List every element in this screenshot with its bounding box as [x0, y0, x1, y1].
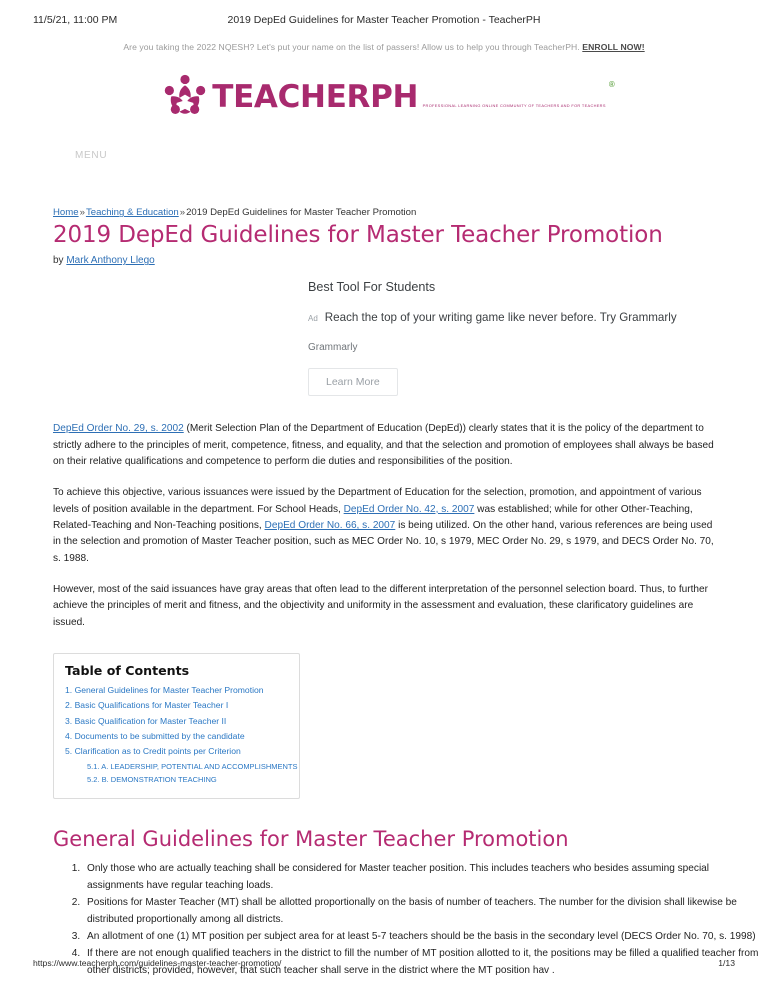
toc-item-number: 1. [65, 685, 73, 696]
paragraph-2-text-c: is being utilized. On the other hand, various references are being used in the selection and promotion of Master Teacher position, such as MEC Order No. 10, s 1979, MEC Order No. 29, s 1979, and DECS Order No. 70, s. 1988. [53, 520, 714, 564]
breadcrumb-category-link[interactable]: Teaching & Education [85, 207, 179, 219]
section-heading-general-guidelines: General Guidelines for Master Teacher Promotion [53, 827, 569, 852]
print-source-url: https://www.teacherph.com/guidelines-master-teacher-promotion/ [33, 958, 282, 968]
toc-item-number: 3. [65, 715, 73, 726]
print-timestamp: 11/5/21, 11:00 PM [33, 14, 118, 26]
byline-prefix: by [53, 255, 64, 267]
logo-wordmark: TEACHERPH [212, 78, 419, 115]
paragraph-2-text-a: To achieve this objective, various issuances were issued by the Department of Education for the selection, promotion, and appointment of various levels of position available in the department. For School Heads, [53, 487, 702, 515]
article [0, 207, 768, 979]
paragraph-3: However, most of the said issuances have gray areas that often lead to the different interpretation of the personnel selection board. Thus, to further achieve the principles of merit and fitness, and the objectivity and uniformity in the assessment and evaluation, these clarificatory guidelines are issued. [53, 584, 708, 628]
ad-description-row [308, 311, 716, 324]
deped-order-66-link[interactable]: DepEd Order No. 66, s. 2007 [264, 520, 396, 532]
ad-learn-more-button[interactable]: Learn More [308, 368, 398, 396]
announcement-text: Are you taking the 2022 NQESH? Let's put your name on the list of passers! Allow us to help you through TeacherPH. [123, 42, 583, 52]
paragraph-1 [53, 421, 716, 470]
toc-item[interactable] [65, 683, 288, 698]
toc-subitem-label[interactable]: A. LEADERSHIP, POTENTIAL AND ACCOMPLISHMENTS [101, 761, 298, 771]
toc-item-label[interactable]: Basic Qualifications for Master Teacher I [74, 700, 229, 711]
breadcrumb-home-link[interactable]: Home [53, 207, 79, 219]
print-footer [0, 958, 768, 972]
toc-item[interactable] [65, 698, 288, 713]
ad-badge: Ad [308, 314, 318, 324]
announcement-bar [0, 36, 768, 53]
page-content [0, 36, 768, 980]
toc-item-label[interactable]: Documents to be submitted by the candidate [74, 731, 245, 741]
list-item: 4. If there are not enough qualified teachers in the district to fill the number of MT position allotted to it, the positions may be filled a qualified teacher from other districts; provided, however, that such teacher shall serve in the district where the MT position hav . [83, 946, 765, 979]
toc-item[interactable] [65, 729, 288, 744]
breadcrumb-current: 2019 DepEd Guidelines for Master Teacher Promotion [186, 207, 417, 219]
deped-order-42-link[interactable]: DepEd Order No. 42, s. 2007 [343, 503, 475, 515]
paragraph-2-text-b: was established; while for other Other-Teaching, Related-Teaching and Non-Teaching positions, [53, 503, 693, 532]
list-item: 3. An allotment of one (1) MT position per subject area for at least 5-7 teachers should be the basis in the secondary level (DECS Order No. 70, s. 1998) [83, 929, 765, 945]
toc-item-label[interactable]: Basic Qualification for Master Teacher II [74, 715, 227, 726]
teacherph-people-circle-icon [162, 73, 208, 119]
author-link[interactable]: Mark Anthony Llego [66, 255, 155, 267]
print-page-number: 1/13 [718, 958, 735, 968]
toc-item-number: 2. [65, 700, 73, 711]
page-title: 2019 DepEd Guidelines for Master Teacher Promotion [53, 222, 663, 249]
byline [53, 255, 716, 266]
advertisement[interactable] [53, 280, 716, 396]
paragraph-2 [53, 485, 716, 567]
nav-menu[interactable] [0, 145, 768, 163]
menu-toggle-label[interactable]: MENU [75, 150, 108, 162]
toc-subitem-label[interactable]: B. DEMONSTRATION TEACHING [101, 775, 217, 785]
article-body [53, 421, 716, 631]
toc-subitem-number: 5.2. [87, 775, 100, 785]
toc-item-number: 4. [65, 731, 73, 741]
toc-item[interactable] [65, 714, 288, 729]
toc-subitem[interactable] [65, 773, 288, 787]
toc-subitem[interactable] [65, 760, 298, 774]
logo-tagline: PROFESSIONAL LEARNING ONLINE COMMUNITY OF TEACHERS AND FOR TEACHERS [422, 102, 606, 108]
list-item: 2. Positions for Master Teacher (MT) shall be allotted proportionally on the basis of number of teachers. The number for the division shall likewise be distributed proportionally among all districts. [83, 895, 765, 928]
list-item: 1. Only those who are actually teaching shall be considered for Master teacher position. This includes teachers who besides assuming special assignments have regular teaching loads. [83, 861, 765, 894]
breadcrumb [53, 207, 716, 220]
print-document-title: 2019 DepEd Guidelines for Master Teacher Promotion - TeacherPH [227, 14, 541, 26]
toc-subitem-number: 5.1. [87, 761, 100, 771]
toc-title: Table of Contents [65, 663, 190, 679]
print-header [0, 14, 768, 30]
toc-item-label[interactable]: General Guidelines for Master Teacher Promotion [74, 685, 264, 696]
enroll-now-link[interactable]: ENROLL NOW! [582, 42, 645, 52]
ad-description[interactable]: Reach the top of your writing game like never before. Try Grammarly [324, 311, 677, 325]
breadcrumb-separator-2: » [179, 207, 186, 219]
ad-brand: Grammarly [308, 342, 358, 354]
toc-item[interactable] [65, 744, 288, 759]
ad-headline[interactable]: Best Tool For Students [308, 280, 436, 295]
registered-trademark-icon: ® [608, 79, 615, 89]
deped-order-29-link[interactable]: DepEd Order No. 29, s. 2002 [53, 423, 184, 435]
table-of-contents [53, 653, 300, 799]
toc-list [65, 683, 298, 787]
toc-item-label[interactable]: Clarification as to Credit points per Criterion [74, 746, 241, 757]
site-logo[interactable] [0, 73, 768, 119]
breadcrumb-separator: » [79, 207, 85, 219]
toc-item-number: 5. [65, 746, 73, 757]
paragraph-1-text: (Merit Selection Plan of the Department of Education (DepEd)) clearly states that it is the policy of the department to strictly adhere to the principles of merit, competence, fitness, and equality, and that the selection and promotion of employees shall always be based on their relative qualifications and competence to perform die duties and responsibilities of the position. [53, 423, 714, 468]
